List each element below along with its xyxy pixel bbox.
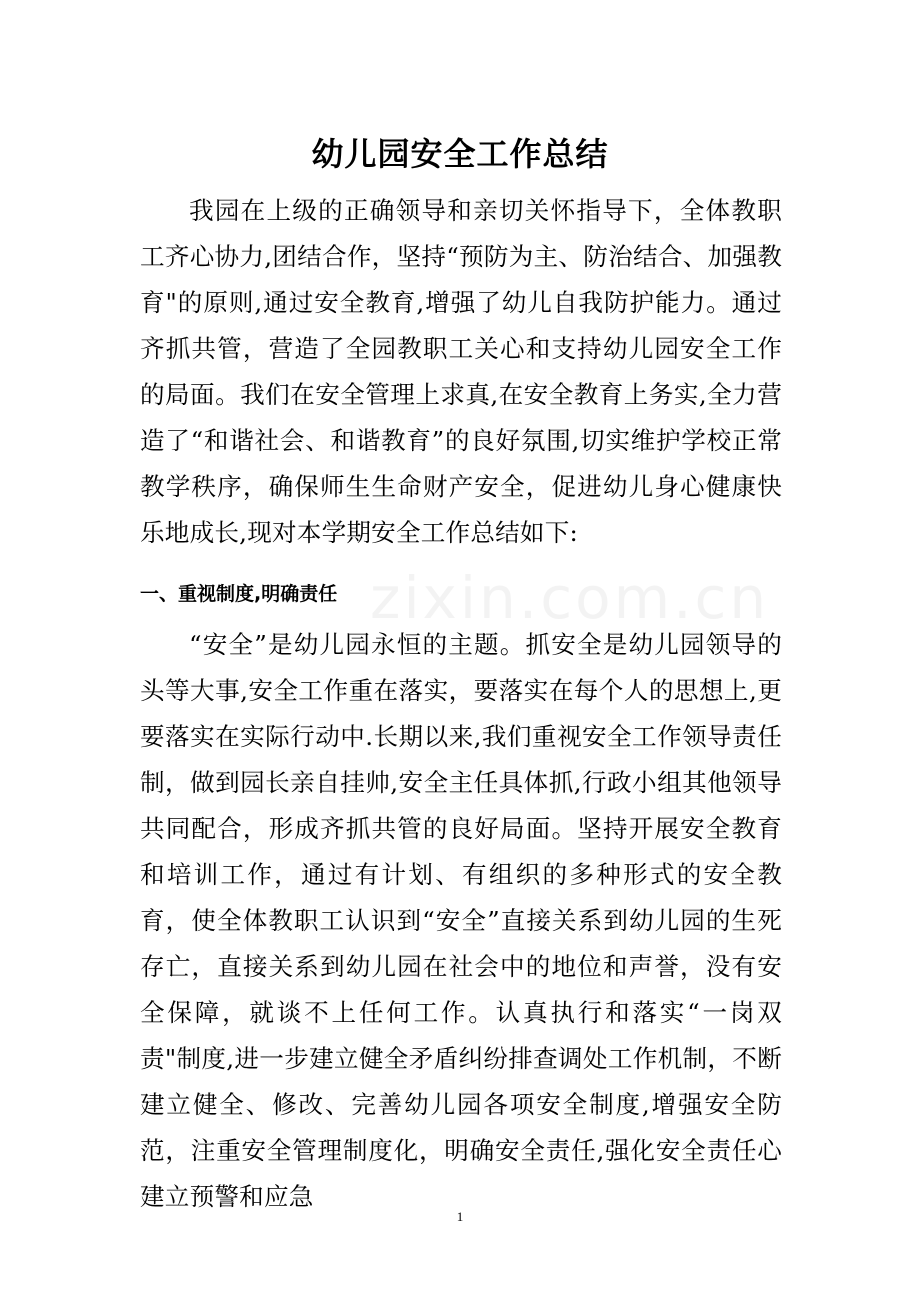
document-title: 幼儿园安全工作总结: [311, 135, 609, 173]
paragraph-section-1: “安全”是幼儿园永恒的主题。抓安全是幼儿园领导的头等大事,安全工作重在落实，要落实在每个人的思想上,更要落实在实际行动中.长期以来,我们重视安全工作领导责任制，做到园长亲自挂帅,安全主任具体抓,行政小组其他领导共同配合，形成齐抓共管的良好局面。坚持开展安全教育和培训工作，通过有计划、有组织的多种形式的安全教育，使全体教职工认识到“安全”直接关系到幼儿园的生死存亡，直接关系到幼儿园在社会中的地位和声誉，没有安全保障，就谈不上任何工作。认真执行和落实“一岗双责"制度,进一步建立健全矛盾纠纷排查调处工作机制，不断建立健全、修改、完善幼儿园各项安全制度,增强安全防范，注重安全管理制度化，明确安全责任,强化安全责任心建立预警和应急: [140, 630, 782, 1211]
paragraph-intro: 我园在上级的正确领导和亲切关怀指导下，全体教职工齐心协力,团结合作，坚持“预防为主、防治结合、加强教育"的原则,通过安全教育,增强了幼儿自我防护能力。通过齐抓共管，营造了全园教职工关心和支持幼儿园安全工作的局面。我们在安全管理上求真,在安全教育上务实,全力营造了“和谐社会、和谐教育”的良好氛围,切实维护学校正常教学秩序，确保师生生命财产安全，促进幼儿身心健康快乐地成长,现对本学期安全工作总结如下:: [140, 196, 782, 547]
page-number: 1: [456, 1209, 464, 1224]
section-heading: 一、重视制度,明确责任: [140, 583, 338, 605]
watermark: zixin.com.cn: [370, 564, 770, 632]
